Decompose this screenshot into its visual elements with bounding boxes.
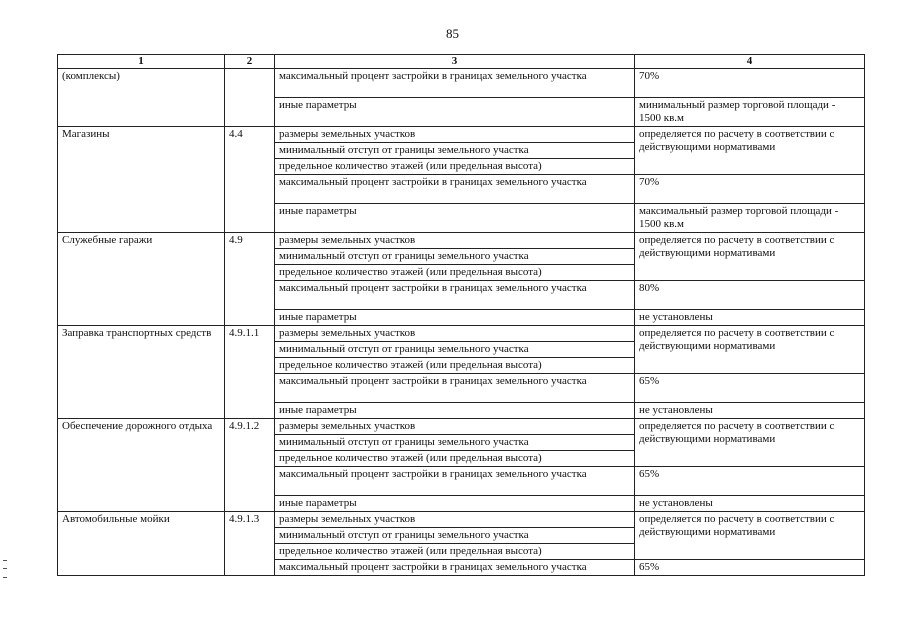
- column-header-4: 4: [635, 55, 865, 69]
- table-body: [58, 69, 865, 576]
- parameter-name: иные параметры: [275, 496, 635, 512]
- parameter-value-merged: определяется по расчету в соответствии с действующими нормативами: [635, 233, 865, 281]
- parameter-value: 65%: [635, 374, 865, 403]
- parameter-name: предельное количество этажей (или предельная высота): [275, 358, 635, 374]
- parameter-value: 80%: [635, 281, 865, 310]
- parameter-name: максимальный процент застройки в границах земельного участка: [275, 175, 635, 204]
- parameter-name: максимальный процент застройки в границах земельного участка: [275, 560, 635, 576]
- parameter-name: максимальный процент застройки в границах земельного участка: [275, 467, 635, 496]
- parameter-name: предельное количество этажей (или предельная высота): [275, 451, 635, 467]
- use-type-name: Служебные гаражи: [58, 233, 225, 326]
- use-type-code: [225, 69, 275, 127]
- parameter-name: предельное количество этажей (или предельная высота): [275, 265, 635, 281]
- parameter-name: максимальный процент застройки в границах земельного участка: [275, 69, 635, 98]
- header-row: [58, 55, 865, 69]
- parameter-value-merged: определяется по расчету в соответствии с действующими нормативами: [635, 512, 865, 560]
- table-row: [58, 233, 865, 249]
- parameter-value: не установлены: [635, 496, 865, 512]
- regulations-table: [57, 54, 865, 576]
- parameter-name: размеры земельных участков: [275, 512, 635, 528]
- parameter-value: минимальный размер торговой площади - 1500 кв.м: [635, 98, 865, 127]
- use-type-name: Обеспечение дорожного отдыха: [58, 419, 225, 512]
- parameter-name: максимальный процент застройки в границах земельного участка: [275, 374, 635, 403]
- parameter-value: не установлены: [635, 403, 865, 419]
- parameter-value-merged: определяется по расчету в соответствии с действующими нормативами: [635, 326, 865, 374]
- parameter-name: предельное количество этажей (или предельная высота): [275, 544, 635, 560]
- parameter-value-merged: определяется по расчету в соответствии с действующими нормативами: [635, 419, 865, 467]
- parameter-value: 65%: [635, 560, 865, 576]
- use-type-code: 4.9.1.2: [225, 419, 275, 512]
- parameter-name: иные параметры: [275, 204, 635, 233]
- parameter-name: минимальный отступ от границы земельного участка: [275, 249, 635, 265]
- parameter-name: размеры земельных участков: [275, 233, 635, 249]
- parameter-value-merged: определяется по расчету в соответствии с действующими нормативами: [635, 127, 865, 175]
- use-type-code: 4.9.1.1: [225, 326, 275, 419]
- parameter-value: 65%: [635, 467, 865, 496]
- table-row: [58, 127, 865, 143]
- parameter-value: 70%: [635, 69, 865, 98]
- use-type-code: 4.9.1.3: [225, 512, 275, 576]
- parameter-name: минимальный отступ от границы земельного участка: [275, 143, 635, 159]
- parameter-name: максимальный процент застройки в границах земельного участка: [275, 281, 635, 310]
- table-row: [58, 69, 865, 98]
- use-type-code: 4.4: [225, 127, 275, 233]
- parameter-name: минимальный отступ от границы земельного участка: [275, 342, 635, 358]
- parameter-name: минимальный отступ от границы земельного участка: [275, 435, 635, 451]
- parameter-name: размеры земельных участков: [275, 419, 635, 435]
- column-header-3: 3: [275, 55, 635, 69]
- use-type-code: 4.9: [225, 233, 275, 326]
- parameter-name: минимальный отступ от границы земельного участка: [275, 528, 635, 544]
- column-header-2: 2: [225, 55, 275, 69]
- parameter-value: максимальный размер торговой площади - 1500 кв.м: [635, 204, 865, 233]
- parameter-value: не установлены: [635, 310, 865, 326]
- parameter-name: иные параметры: [275, 98, 635, 127]
- parameter-name: предельное количество этажей (или предельная высота): [275, 159, 635, 175]
- use-type-name: Автомобильные мойки: [58, 512, 225, 576]
- table-row: [58, 512, 865, 528]
- parameter-value: 70%: [635, 175, 865, 204]
- use-type-name: Заправка транспортных средств: [58, 326, 225, 419]
- parameter-name: размеры земельных участков: [275, 127, 635, 143]
- parameter-name: иные параметры: [275, 403, 635, 419]
- parameter-name: размеры земельных участков: [275, 326, 635, 342]
- parameter-name: иные параметры: [275, 310, 635, 326]
- page-number: 85: [446, 26, 459, 41]
- use-type-name: (комплексы): [58, 69, 225, 127]
- table-row: [58, 326, 865, 342]
- margin-mark: [3, 560, 7, 578]
- table-row: [58, 419, 865, 435]
- column-header-1: 1: [58, 55, 225, 69]
- use-type-name: Магазины: [58, 127, 225, 233]
